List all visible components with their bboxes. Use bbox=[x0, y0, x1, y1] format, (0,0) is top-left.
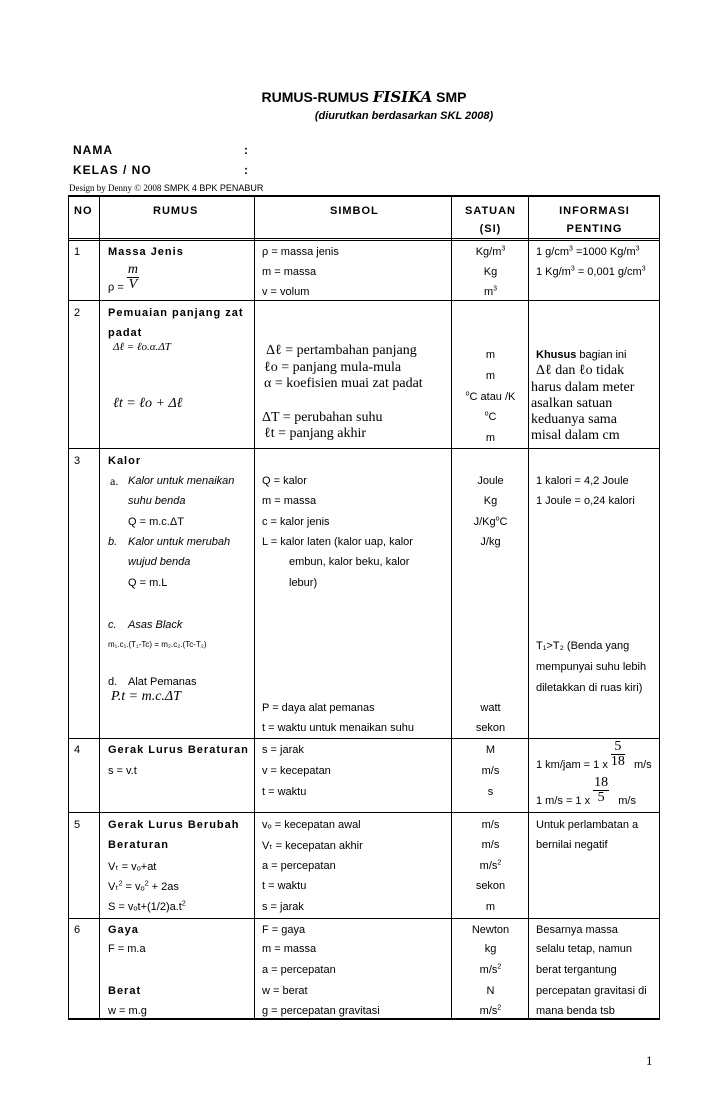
info-text: 1 Kg/m bbox=[536, 266, 571, 278]
rho-eq: ρ = bbox=[108, 281, 124, 294]
info-text: = 0,001 g/cm bbox=[574, 266, 642, 278]
sup: 3 bbox=[570, 265, 575, 273]
unit bbox=[452, 286, 529, 298]
credit bbox=[69, 183, 263, 193]
unit: watt bbox=[480, 702, 501, 714]
unit: m/s bbox=[481, 819, 500, 831]
formula-part: S = vₒt+(1/2)a.t bbox=[108, 901, 182, 913]
fraction-18-5 bbox=[593, 776, 609, 805]
formula: Vₜ = vₒ+at bbox=[108, 861, 157, 873]
unit-text: m/s bbox=[479, 964, 498, 976]
unit-text: Kg/m bbox=[475, 246, 502, 258]
symbol: embun, kalor beku, kalor bbox=[289, 556, 410, 568]
symbol: ℓt = panjang akhir bbox=[264, 426, 367, 441]
unit: sekon bbox=[475, 880, 506, 892]
kelas-colon: : bbox=[244, 163, 249, 177]
sup: o bbox=[484, 410, 489, 418]
page-title bbox=[0, 88, 728, 106]
formula-name: Gerak Lurus Beraturan bbox=[108, 744, 249, 756]
formula-text: Kalor untuk merubah bbox=[128, 536, 231, 548]
info bbox=[536, 775, 636, 808]
unit bbox=[452, 860, 529, 872]
formula: ℓt = ℓo + Δℓ bbox=[113, 396, 183, 411]
formula: F = m.a bbox=[108, 943, 146, 955]
header-rumus: RUMUS bbox=[153, 205, 199, 217]
info: mempunyai suhu lebih bbox=[536, 661, 647, 673]
row-number: 4 bbox=[74, 744, 81, 756]
symbol: P = daya alat pemanas bbox=[262, 702, 375, 714]
formula-rho bbox=[108, 262, 139, 302]
unit-text: J/Kg bbox=[473, 516, 496, 528]
info bbox=[536, 349, 627, 361]
formula-text: wujud benda bbox=[128, 556, 191, 568]
item-label: b. bbox=[108, 536, 118, 548]
info: mana benda tsb bbox=[536, 1005, 615, 1017]
formula-name: Berat bbox=[108, 985, 142, 997]
fraction-num: 18 bbox=[594, 775, 609, 790]
fraction-m-v bbox=[127, 263, 139, 292]
unit: s bbox=[487, 786, 494, 798]
symbol: g = percepatan gravitasi bbox=[262, 1005, 380, 1017]
symbol: L = kalor laten (kalor uap, kalor bbox=[262, 536, 413, 548]
symbol: α = koefisien muai zat padat bbox=[264, 376, 423, 391]
symbol: ρ = massa jenis bbox=[262, 246, 339, 258]
sup: 2 bbox=[497, 963, 502, 971]
sup: o bbox=[495, 515, 500, 523]
formula bbox=[108, 901, 186, 913]
unit: m/s bbox=[481, 765, 500, 777]
unit bbox=[452, 516, 529, 528]
header-info: INFORMASI bbox=[559, 205, 630, 217]
info: misal dalam cm bbox=[531, 428, 620, 443]
info-bold: Khusus bbox=[536, 349, 577, 361]
row-number: 1 bbox=[74, 246, 81, 258]
unit: m/s bbox=[481, 839, 500, 851]
sup: 2 bbox=[497, 1004, 502, 1012]
unit-text: m/s bbox=[479, 1005, 498, 1017]
row-number: 6 bbox=[74, 924, 81, 936]
symbol: F = gaya bbox=[262, 924, 306, 936]
unit bbox=[452, 246, 529, 258]
title-part-a: RUMUS-RUMUS bbox=[261, 89, 373, 105]
symbol: ℓo = panjang mula-mula bbox=[264, 360, 402, 375]
formula: m₁.c₁.(T₁-Tc) = m₂.c₂.(Tc-T₂) bbox=[108, 640, 207, 649]
formula-name: Gaya bbox=[108, 924, 139, 936]
info: bernilai negatif bbox=[536, 839, 608, 851]
unit-text: C bbox=[488, 411, 497, 423]
info-text: 1 m/s = 1 x bbox=[536, 795, 591, 808]
unit-text: C bbox=[499, 516, 508, 528]
sup: 3 bbox=[493, 285, 498, 293]
info: keduanya sama bbox=[531, 412, 617, 427]
unit bbox=[452, 391, 529, 403]
unit: m bbox=[485, 901, 496, 913]
symbol: t = waktu bbox=[262, 880, 307, 892]
info-text: 1 g/cm bbox=[536, 246, 570, 258]
kelas-label: KELAS / NO bbox=[73, 163, 152, 177]
symbol: a = percepatan bbox=[262, 860, 336, 872]
formula-name: Beraturan bbox=[108, 839, 169, 851]
symbol: c = kalor jenis bbox=[262, 516, 330, 528]
symbol: m = massa bbox=[262, 943, 317, 955]
info: percepatan gravitasi di bbox=[536, 985, 647, 997]
formula-name: padat bbox=[108, 327, 143, 339]
unit: kg bbox=[484, 943, 497, 955]
sup: o bbox=[465, 390, 470, 398]
info: Δℓ dan ℓo tidak bbox=[536, 363, 625, 378]
info: harus dalam meter bbox=[531, 380, 635, 395]
sup: 2 bbox=[118, 880, 123, 888]
credit-a: Design by Denny © 2008 bbox=[69, 183, 162, 193]
header-info2: PENTING bbox=[566, 223, 623, 235]
nama-colon: : bbox=[244, 143, 249, 157]
symbol: m = massa bbox=[262, 495, 317, 507]
formula-text: Alat Pemanas bbox=[128, 676, 197, 688]
header-satuan-si: (SI) bbox=[479, 223, 502, 235]
row-number: 5 bbox=[74, 819, 81, 831]
info-text: m/s bbox=[618, 795, 636, 808]
formula-text: Asas Black bbox=[128, 619, 183, 631]
symbol: s = jarak bbox=[262, 744, 304, 756]
info bbox=[536, 246, 640, 258]
sup: 2 bbox=[144, 880, 149, 888]
info: Untuk perlambatan a bbox=[536, 819, 639, 831]
symbol: t = waktu untuk menaikan suhu bbox=[262, 722, 414, 734]
info bbox=[536, 739, 652, 772]
symbol: m = massa bbox=[262, 266, 317, 278]
symbol: Q = kalor bbox=[262, 475, 307, 487]
symbol: vₒ = kecepatan awal bbox=[262, 819, 361, 831]
nama-label: NAMA bbox=[73, 143, 113, 157]
info: T₁>T₂ (Benda yang bbox=[536, 640, 630, 652]
item-label: d. bbox=[108, 676, 118, 688]
info-text: 1 km/jam = 1 x bbox=[536, 759, 608, 772]
info: Besarnya massa bbox=[536, 924, 618, 936]
symbol: t = waktu bbox=[262, 786, 307, 798]
symbol: a = percepatan bbox=[262, 964, 336, 976]
formula: w = m.g bbox=[108, 1005, 147, 1017]
fraction-5-18 bbox=[611, 740, 625, 769]
row-number: 3 bbox=[74, 455, 81, 467]
formula-name: Gerak Lurus Berubah bbox=[108, 819, 240, 831]
fraction-den: V bbox=[128, 277, 138, 292]
credit-b: SMPK 4 BPK PENABUR bbox=[161, 183, 264, 193]
unit bbox=[452, 964, 529, 976]
symbol: v = volum bbox=[262, 286, 310, 298]
unit: Kg bbox=[483, 495, 498, 507]
unit: Joule bbox=[477, 475, 504, 487]
symbol: s = jarak bbox=[262, 901, 304, 913]
formula-part: = vₒ bbox=[122, 881, 145, 893]
formula-name: Massa Jenis bbox=[108, 246, 184, 258]
unit-text: m/s bbox=[479, 860, 498, 872]
formula-name: Kalor bbox=[108, 455, 142, 467]
formula bbox=[108, 880, 179, 893]
unit: Newton bbox=[471, 924, 510, 936]
symbol: Δℓ = pertambahan panjang bbox=[266, 343, 417, 358]
symbol: v = kecepatan bbox=[262, 765, 331, 777]
item-label: a. bbox=[110, 474, 119, 488]
info-text: bagian ini bbox=[576, 349, 627, 361]
sup: 2 bbox=[497, 859, 502, 867]
symbol: lebur) bbox=[289, 577, 318, 589]
formula: P.t = m.c.ΔT bbox=[111, 689, 181, 704]
unit bbox=[452, 411, 529, 423]
info: selalu tetap, namun bbox=[536, 943, 633, 955]
formula-text: Kalor untuk menaikan bbox=[128, 475, 235, 487]
sup: 3 bbox=[635, 245, 640, 253]
sup: 3 bbox=[501, 245, 506, 253]
symbol: w = berat bbox=[262, 985, 308, 997]
formula-part: Vₜ bbox=[108, 881, 119, 893]
unit: sekon bbox=[475, 722, 506, 734]
info: asalkan satuan bbox=[531, 396, 613, 411]
unit: m bbox=[485, 349, 496, 361]
formula: s = v.t bbox=[108, 765, 137, 777]
formula: Δℓ = ℓo.α.ΔT bbox=[113, 341, 171, 353]
title-part-b: FISIKA bbox=[372, 88, 433, 106]
unit-text: C atau /K bbox=[469, 391, 516, 403]
row-number: 2 bbox=[74, 307, 81, 319]
unit-text: m bbox=[483, 286, 494, 298]
info-text: =1000 Kg/m bbox=[572, 246, 636, 258]
unit bbox=[452, 1005, 529, 1017]
info: berat tergantung bbox=[536, 964, 617, 976]
info: 1 Joule = o,24 kalori bbox=[536, 495, 635, 507]
symbol: Vₜ = kecepatan akhir bbox=[262, 840, 363, 852]
sup: 3 bbox=[569, 245, 573, 253]
header-satuan: SATUAN bbox=[464, 205, 516, 217]
title-part-c: SMP bbox=[432, 89, 467, 105]
fraction-den: 5 bbox=[597, 790, 605, 805]
unit: m bbox=[485, 370, 496, 382]
unit: m bbox=[485, 432, 496, 444]
sup: 3 bbox=[641, 265, 646, 273]
item-label: c. bbox=[108, 619, 117, 631]
header-no: NO bbox=[74, 205, 93, 217]
subtitle: (diurutkan berdasarkan SKL 2008) bbox=[314, 110, 494, 122]
page-number: 1 bbox=[646, 1053, 653, 1068]
sup: 2 bbox=[181, 900, 186, 908]
unit: J/kg bbox=[480, 536, 501, 548]
info-text: m/s bbox=[633, 759, 652, 772]
formula: Q = m.L bbox=[128, 577, 168, 589]
formula-name: Pemuaian panjang zat bbox=[108, 307, 244, 319]
info: diletakkan di ruas kiri) bbox=[536, 682, 643, 694]
unit: N bbox=[486, 985, 495, 997]
info: 1 kalori = 4,2 Joule bbox=[536, 475, 629, 487]
info bbox=[536, 266, 646, 278]
unit: Kg bbox=[483, 266, 498, 278]
symbol: ΔT = perubahan suhu bbox=[262, 410, 383, 425]
fraction-num: 5 bbox=[611, 740, 625, 755]
formula: Q = m.c.ΔT bbox=[128, 516, 184, 528]
formula-text: suhu benda bbox=[128, 495, 186, 507]
header-simbol: SIMBOL bbox=[330, 205, 379, 217]
unit: M bbox=[485, 744, 496, 756]
fraction-den: 18 bbox=[610, 754, 625, 769]
fraction-num: m bbox=[127, 262, 138, 277]
formula-part: + 2as bbox=[148, 881, 179, 893]
